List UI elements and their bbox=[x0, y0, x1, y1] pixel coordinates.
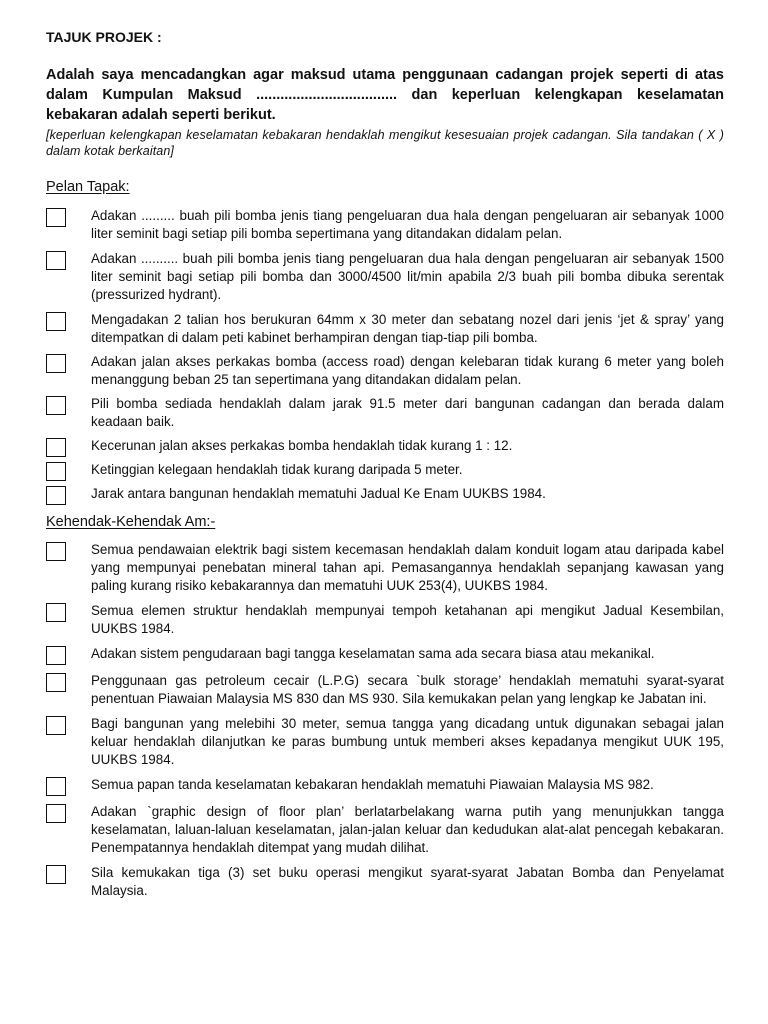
checklist-item bbox=[46, 395, 724, 431]
checklist-item bbox=[46, 715, 724, 769]
checklist-item bbox=[46, 250, 724, 304]
checklist-item-text: Mengadakan 2 talian hos berukuran 64mm x 30 meter dan sebatang nozel dari jenis ‘jet & spray’ yang ditempatkan di dalam peti kabinet berhampiran dengan tiap-tiap pili bomba. bbox=[91, 312, 724, 345]
checklist-item bbox=[46, 602, 724, 638]
checklist-item bbox=[46, 645, 724, 665]
checklist-item-text: Penggunaan gas petroleum cecair (L.P.G) secara `bulk storage’ hendaklah mematuhi syarat-syarat penentuan Piawaian Malaysia MS 830 dan MS 930. Sila kemukakan pelan yang lengkap ke Jabatan ini. bbox=[91, 673, 724, 706]
checklist-pelan-tapak bbox=[46, 207, 724, 505]
checklist-item-text: Pili bomba sediada hendaklah dalam jarak 91.5 meter dari bangunan cadangan dan berada dalam keadaan baik. bbox=[91, 396, 724, 429]
checklist-item-text: Adakan `graphic design of floor plan’ berlatarbelakang warna putih yang menunjukkan tangga keselamatan, laluan-laluan keselamatan, jalan-jalan keluar dan kedudukan alat-alat pencegah kebakaran. Penempatannya hendaklah ditempat yang mudah dilihat. bbox=[91, 804, 724, 855]
checklist-item bbox=[46, 207, 724, 243]
checkbox[interactable] bbox=[46, 716, 66, 735]
checklist-item bbox=[46, 864, 724, 900]
checklist-item-text: Semua papan tanda keselamatan kebakaran hendaklah mematuhi Piawaian Malaysia MS 982. bbox=[91, 777, 654, 792]
checklist-item bbox=[46, 541, 724, 595]
checklist-item-text: Jarak antara bangunan hendaklah mematuhi Jadual Ke Enam UUKBS 1984. bbox=[91, 486, 546, 501]
checkbox[interactable] bbox=[46, 777, 66, 796]
checkbox[interactable] bbox=[46, 542, 66, 561]
checkbox[interactable] bbox=[46, 251, 66, 270]
checkbox[interactable] bbox=[46, 438, 66, 457]
checklist-item bbox=[46, 672, 724, 708]
checkbox[interactable] bbox=[46, 804, 66, 823]
checkbox[interactable] bbox=[46, 673, 66, 692]
document-page bbox=[46, 28, 724, 900]
checklist-item-text: Adakan sistem pengudaraan bagi tangga keselamatan sama ada secara biasa atau mekanikal. bbox=[91, 646, 655, 661]
intro-paragraph: Adalah saya mencadangkan agar maksud utama penggunaan cadangan projek seperti di atas dalam Kumpulan Maksud ................................... dan keperluan kelengkapan keselamatan kebakaran adalah seperti berikut. bbox=[46, 67, 724, 123]
checklist-item-text: Bagi bangunan yang melebihi 30 meter, semua tangga yang dicadang untuk digunakan sebagai jalan keluar hendaklah dilanjutkan ke paras bumbung untuk memberi akses kepadanya mengikut UUK 195, UUKBS 1984. bbox=[91, 716, 724, 767]
checklist-item-text: Adakan ......... buah pili bomba jenis tiang pengeluaran dua hala dengan pengeluaran air sebanyak 1000 liter seminit bagi setiap pili bomba sepertimana yang ditandakan didalam pelan. bbox=[91, 208, 724, 241]
checkbox[interactable] bbox=[46, 396, 66, 415]
checkbox[interactable] bbox=[46, 312, 66, 331]
checklist-item bbox=[46, 461, 724, 481]
checklist-item bbox=[46, 311, 724, 347]
checkbox[interactable] bbox=[46, 865, 66, 884]
checklist-item bbox=[46, 485, 724, 505]
project-title-label: TAJUK PROJEK : bbox=[46, 29, 162, 45]
section-title-kehendak-am: Kehendak-Kehendak Am:- bbox=[46, 514, 216, 530]
checklist-item bbox=[46, 803, 724, 857]
checkbox[interactable] bbox=[46, 208, 66, 227]
checkbox[interactable] bbox=[46, 354, 66, 373]
checklist-item bbox=[46, 353, 724, 389]
instruction-note: [keperluan kelengkapan keselamatan kebakaran hendaklah mengikut kesesuaian projek cadangan. Sila tandakan ( X ) dalam kotak berkaitan] bbox=[46, 128, 724, 158]
checkbox[interactable] bbox=[46, 646, 66, 665]
checkbox[interactable] bbox=[46, 486, 66, 505]
section-title-pelan-tapak: Pelan Tapak: bbox=[46, 179, 130, 195]
checkbox[interactable] bbox=[46, 462, 66, 481]
checklist-item bbox=[46, 776, 724, 796]
checklist-item-text: Semua elemen struktur hendaklah mempunyai tempoh ketahanan api mengikut Jadual Kesembilan, UUKBS 1984. bbox=[91, 603, 724, 636]
checkbox[interactable] bbox=[46, 603, 66, 622]
checklist-item-text: Adakan .......... buah pili bomba jenis tiang pengeluaran dua hala dengan pengeluaran air sebanyak 1500 liter seminit bagi setiap pili bomba dan 3000/4500 lit/min apabila 2/3 buah pili bomba dibuka serentak (pressurized hydrant). bbox=[91, 251, 724, 302]
checklist-item bbox=[46, 437, 724, 457]
checklist-item-text: Semua pendawaian elektrik bagi sistem kecemasan hendaklah dalam konduit logam atau daripada kabel yang mempunyai penebatan mineral tahan api. Pemasangannya hendaklah sepanjang kawasan yang paling kurang risiko kebakarannya dan mematuhi UUK 253(4), UUKBS 1984. bbox=[91, 542, 724, 593]
checklist-kehendak-am bbox=[46, 541, 724, 900]
checklist-item-text: Kecerunan jalan akses perkakas bomba hendaklah tidak kurang 1 : 12. bbox=[91, 438, 513, 453]
checklist-item-text: Ketinggian kelegaan hendaklah tidak kurang daripada 5 meter. bbox=[91, 462, 463, 477]
checklist-item-text: Sila kemukakan tiga (3) set buku operasi mengikut syarat-syarat Jabatan Bomba dan Penyelamat Malaysia. bbox=[91, 865, 724, 898]
checklist-item-text: Adakan jalan akses perkakas bomba (access road) dengan kelebaran tidak kurang 6 meter yang boleh menanggung beban 25 tan sepertimana yang ditandakan didalam pelan. bbox=[91, 354, 724, 387]
